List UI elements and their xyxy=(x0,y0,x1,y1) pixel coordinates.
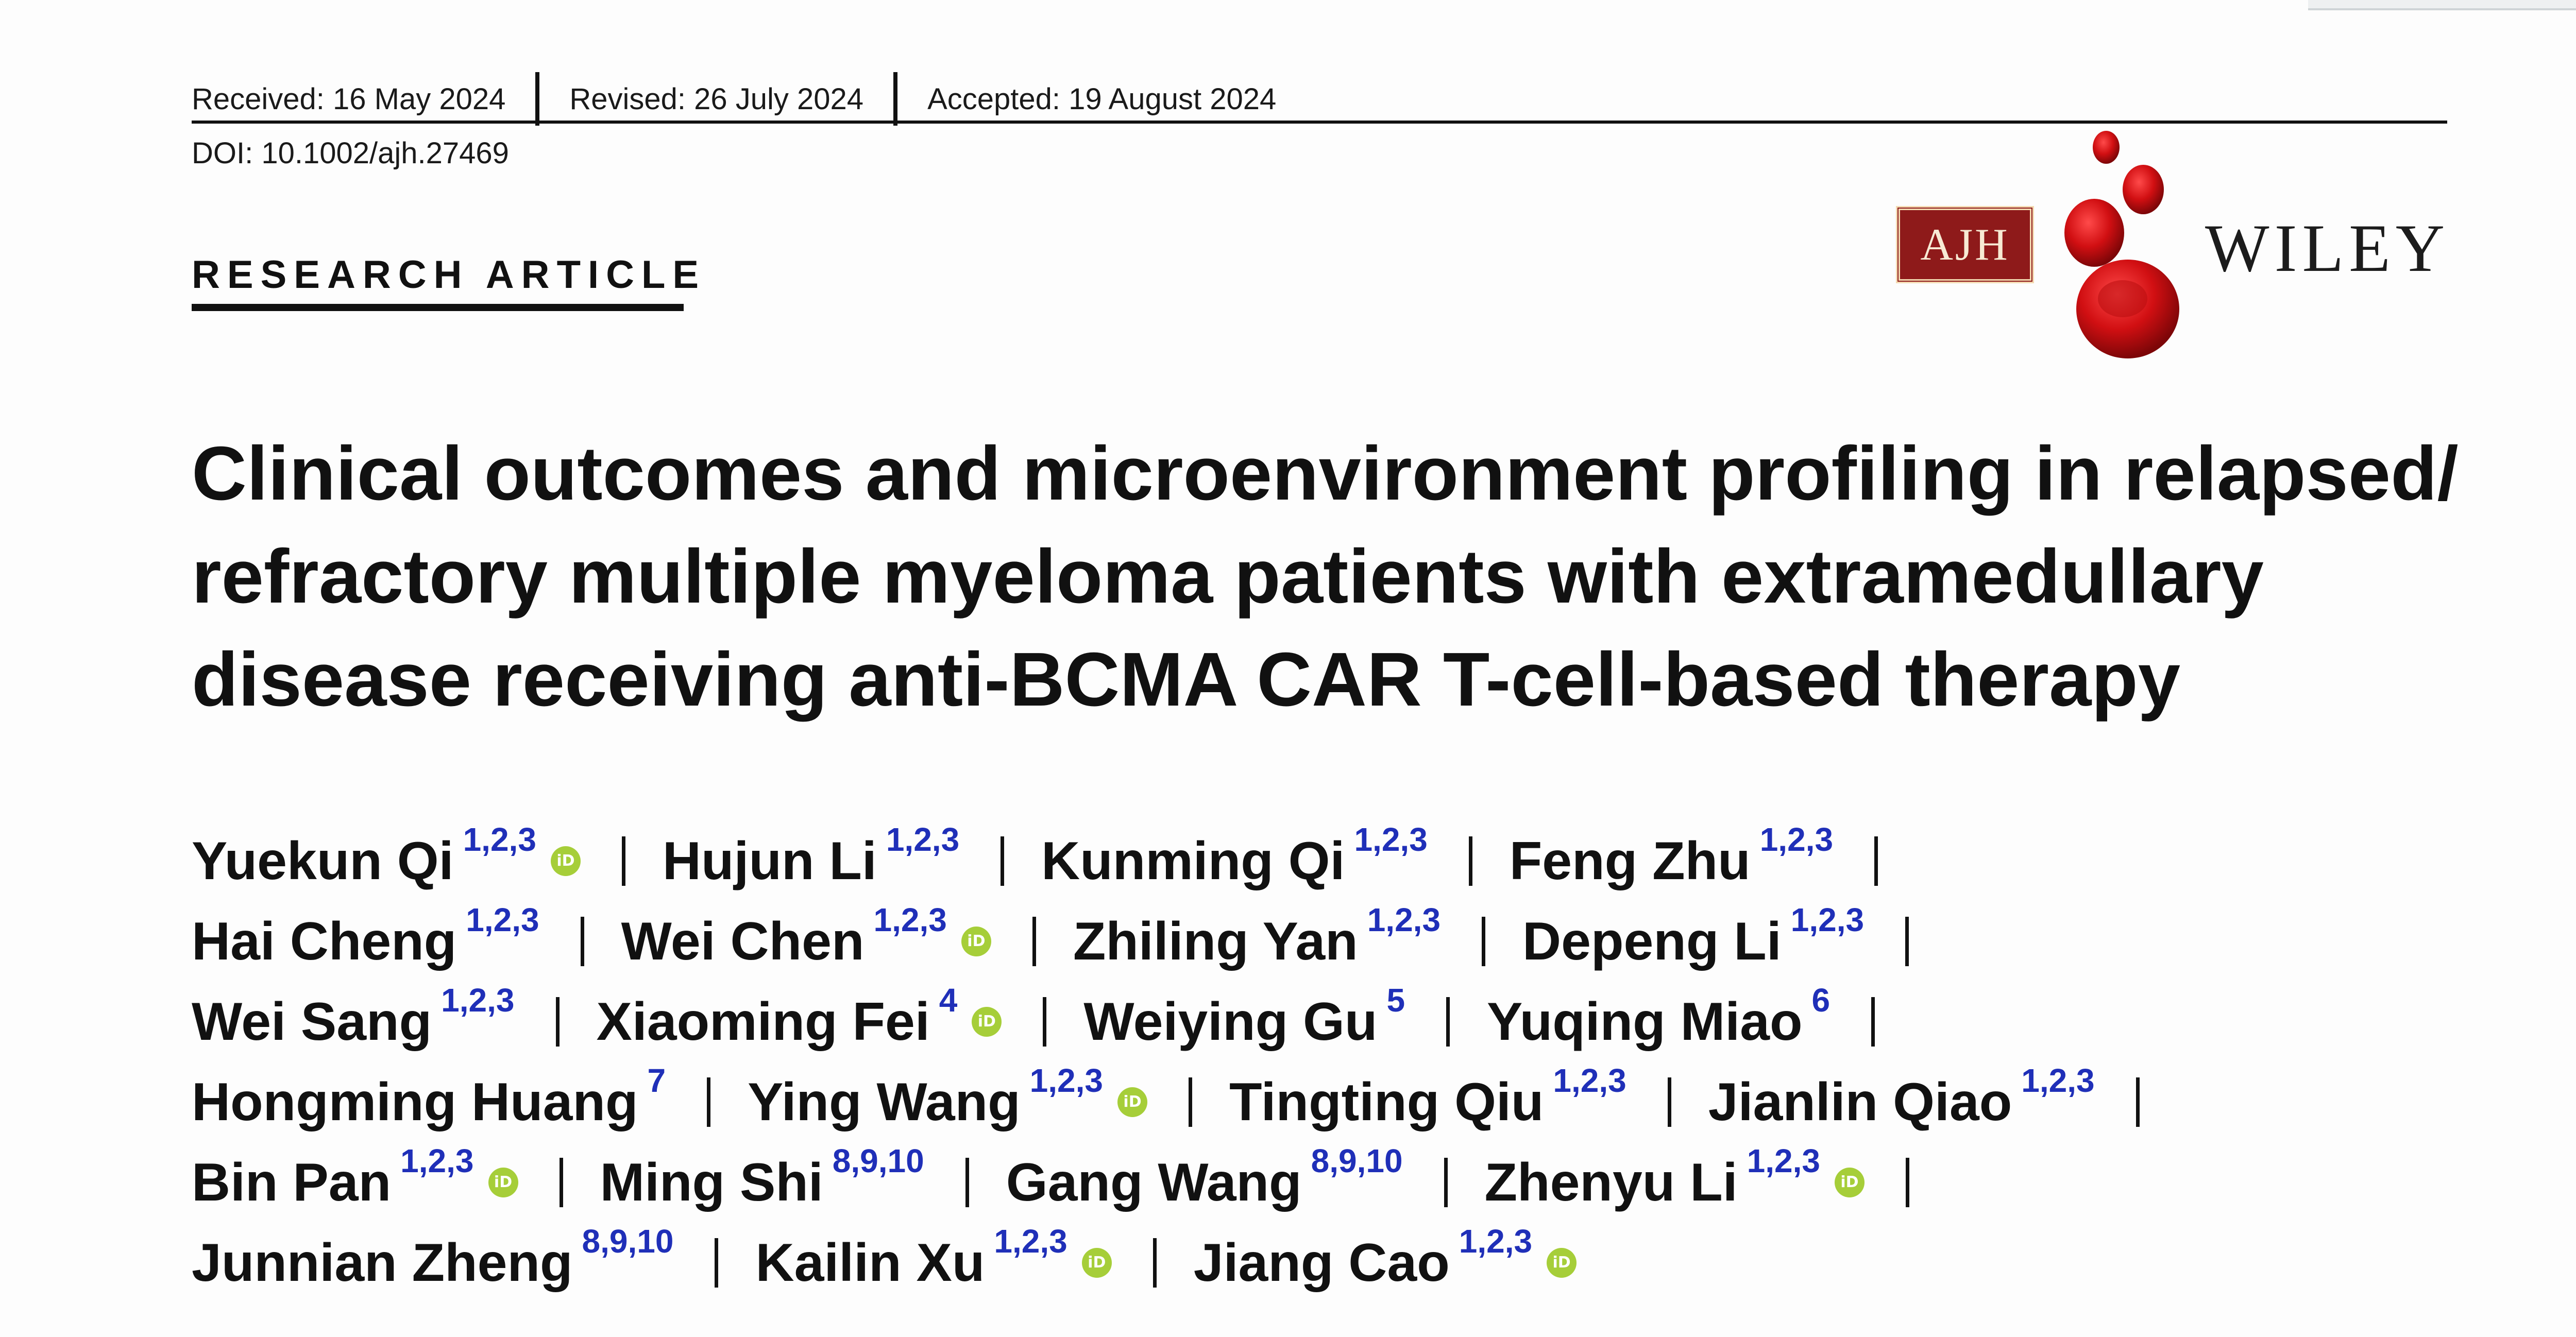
author-name[interactable]: Wei Chen xyxy=(621,911,865,971)
author-entry xyxy=(755,1223,1111,1294)
author-separator xyxy=(965,1158,969,1207)
orcid-icon[interactable]: iD xyxy=(1547,1248,1577,1278)
affiliation-superscript[interactable]: 1,2,3 xyxy=(466,901,539,938)
author-name[interactable]: Depeng Li xyxy=(1522,911,1782,971)
affiliation-superscript[interactable]: 1,2,3 xyxy=(1759,821,1834,858)
author-entry xyxy=(1083,982,1405,1053)
author-separator xyxy=(1482,917,1485,966)
ajh-logo-text: AJH xyxy=(1920,219,2010,270)
received-date: Received: 16 May 2024 xyxy=(192,82,506,116)
author-entry xyxy=(748,1062,1147,1133)
author-entry xyxy=(596,982,1002,1053)
affiliation-superscript[interactable]: 8,9,10 xyxy=(1311,1142,1403,1179)
author-entry xyxy=(1509,821,1834,892)
date-separator xyxy=(893,72,897,126)
author-separator xyxy=(556,997,560,1047)
article-type-underline xyxy=(192,304,684,311)
author-line xyxy=(192,1142,2510,1223)
author-entry xyxy=(1073,901,1441,972)
author-entry xyxy=(1522,901,1865,972)
affiliation-superscript[interactable]: 1,2,3 xyxy=(1459,1223,1533,1260)
author-separator xyxy=(1444,1158,1448,1207)
doi-link[interactable]: DOI: 10.1002/ajh.27469 xyxy=(192,136,509,170)
affiliation-superscript[interactable]: 1,2,3 xyxy=(994,1223,1067,1260)
wiley-logo: WILEY xyxy=(2205,210,2450,286)
affiliation-superscript[interactable]: 1,2,3 xyxy=(1790,901,1865,938)
affiliation-superscript[interactable]: 1,2,3 xyxy=(1747,1142,1820,1179)
author-name[interactable]: Bin Pan xyxy=(192,1152,392,1212)
affiliation-superscript[interactable]: 1,2,3 xyxy=(1367,901,1441,938)
author-separator xyxy=(1032,917,1036,966)
author-separator xyxy=(622,836,625,886)
author-name[interactable]: Kunming Qi xyxy=(1041,831,1345,891)
author-entry xyxy=(1006,1142,1403,1213)
author-separator xyxy=(1668,1077,1671,1127)
window-corner-strip xyxy=(2308,0,2576,10)
accepted-date: Accepted: 19 August 2024 xyxy=(927,82,1277,116)
author-separator xyxy=(1871,997,1875,1047)
author-line xyxy=(192,901,2510,982)
author-entry xyxy=(192,901,539,972)
author-name[interactable]: Hujun Li xyxy=(662,831,877,891)
author-entry xyxy=(662,821,960,892)
author-name[interactable]: Jianlin Qiao xyxy=(1708,1072,2012,1132)
article-type-label: RESEARCH ARTICLE xyxy=(192,253,706,297)
affiliation-superscript[interactable]: 6 xyxy=(1811,982,1831,1019)
author-name[interactable]: Kailin Xu xyxy=(755,1232,985,1293)
author-entry xyxy=(600,1142,924,1213)
affiliation-superscript[interactable]: 1,2,3 xyxy=(1354,821,1428,858)
author-entry xyxy=(1229,1062,1626,1133)
author-separator xyxy=(581,917,584,966)
affiliation-superscript[interactable]: 1,2,3 xyxy=(1553,1062,1626,1099)
author-separator xyxy=(715,1238,718,1288)
affiliation-superscript[interactable]: 4 xyxy=(939,982,958,1019)
author-name[interactable]: Ming Shi xyxy=(600,1152,823,1212)
author-line xyxy=(192,1223,2510,1303)
author-name[interactable]: Yuekun Qi xyxy=(192,831,454,891)
affiliation-superscript[interactable]: 1,2,3 xyxy=(441,982,515,1019)
author-entry xyxy=(192,821,581,892)
author-separator xyxy=(1189,1077,1192,1127)
author-separator xyxy=(707,1077,710,1127)
orcid-icon[interactable]: iD xyxy=(1082,1248,1112,1278)
affiliation-superscript[interactable]: 1,2,3 xyxy=(873,901,947,938)
author-line xyxy=(192,1062,2510,1142)
orcid-icon[interactable]: iD xyxy=(1835,1168,1865,1197)
author-name[interactable]: Gang Wang xyxy=(1006,1152,1302,1212)
affiliation-superscript[interactable]: 1,2,3 xyxy=(400,1142,474,1179)
orcid-icon[interactable]: iD xyxy=(961,927,991,956)
author-name[interactable]: Wei Sang xyxy=(192,991,432,1052)
author-name[interactable]: Zhiling Yan xyxy=(1073,911,1358,971)
orcid-icon[interactable]: iD xyxy=(488,1168,518,1197)
author-name[interactable]: Junnian Zheng xyxy=(192,1232,573,1293)
author-entry xyxy=(1193,1223,1577,1294)
affiliation-superscript[interactable]: 8,9,10 xyxy=(832,1142,924,1179)
author-separator xyxy=(1874,836,1878,886)
affiliation-superscript[interactable]: 5 xyxy=(1386,982,1405,1019)
author-name[interactable]: Ying Wang xyxy=(748,1072,1021,1132)
author-separator xyxy=(1446,997,1450,1047)
author-name[interactable]: Weiying Gu xyxy=(1083,991,1378,1052)
journal-logo xyxy=(1896,124,2452,361)
revised-date: Revised: 26 July 2024 xyxy=(569,82,864,116)
author-name[interactable]: Tingting Qiu xyxy=(1229,1072,1544,1132)
author-separator xyxy=(1153,1238,1157,1288)
orcid-icon[interactable]: iD xyxy=(551,846,581,876)
author-separator xyxy=(1906,1158,1909,1207)
author-entry xyxy=(192,1062,666,1133)
author-list xyxy=(192,821,2510,1303)
date-separator xyxy=(535,72,539,126)
author-separator xyxy=(2136,1077,2140,1127)
author-name[interactable]: Feng Zhu xyxy=(1509,831,1751,891)
ajh-logo xyxy=(1896,206,2034,283)
author-name[interactable]: Hai Cheng xyxy=(192,911,457,971)
author-name[interactable]: Yuqing Miao xyxy=(1487,991,1803,1052)
author-name[interactable]: Zhenyu Li xyxy=(1484,1152,1738,1212)
author-entry xyxy=(621,901,991,972)
author-entry xyxy=(1484,1142,1865,1213)
affiliation-superscript[interactable]: 1,2,3 xyxy=(463,821,536,858)
author-line xyxy=(192,821,2510,901)
affiliation-superscript[interactable]: 7 xyxy=(647,1062,666,1099)
author-separator xyxy=(560,1158,563,1207)
author-separator xyxy=(1043,997,1046,1047)
author-entry xyxy=(192,982,515,1053)
affiliation-superscript[interactable]: 1,2,3 xyxy=(886,821,960,858)
author-separator xyxy=(1001,836,1004,886)
publication-dates xyxy=(192,72,1276,126)
author-separator xyxy=(1469,836,1472,886)
orcid-icon[interactable]: iD xyxy=(972,1007,1002,1037)
author-name[interactable]: Hongming Huang xyxy=(192,1072,638,1132)
author-name[interactable]: Jiang Cao xyxy=(1193,1232,1450,1293)
blood-cells-icon xyxy=(2045,124,2200,361)
author-entry xyxy=(192,1142,518,1213)
article-title: Clinical outcomes and microenvironment profiling in relapsed/ refractory multiple myeloma patients with extramedullary disease receiving anti-BCMA CAR T-cell-based therapy xyxy=(192,431,2459,722)
orcid-icon[interactable]: iD xyxy=(1117,1087,1147,1117)
affiliation-superscript[interactable]: 8,9,10 xyxy=(582,1223,674,1260)
author-entry xyxy=(192,1223,674,1294)
author-entry xyxy=(1041,821,1428,892)
affiliation-superscript[interactable]: 1,2,3 xyxy=(2021,1062,2095,1099)
author-line xyxy=(192,982,2510,1062)
affiliation-superscript[interactable]: 1,2,3 xyxy=(1029,1062,1104,1099)
author-name[interactable]: Xiaoming Fei xyxy=(596,991,930,1052)
author-entry xyxy=(1708,1062,2095,1133)
author-separator xyxy=(1905,917,1909,966)
author-entry xyxy=(1487,982,1831,1053)
